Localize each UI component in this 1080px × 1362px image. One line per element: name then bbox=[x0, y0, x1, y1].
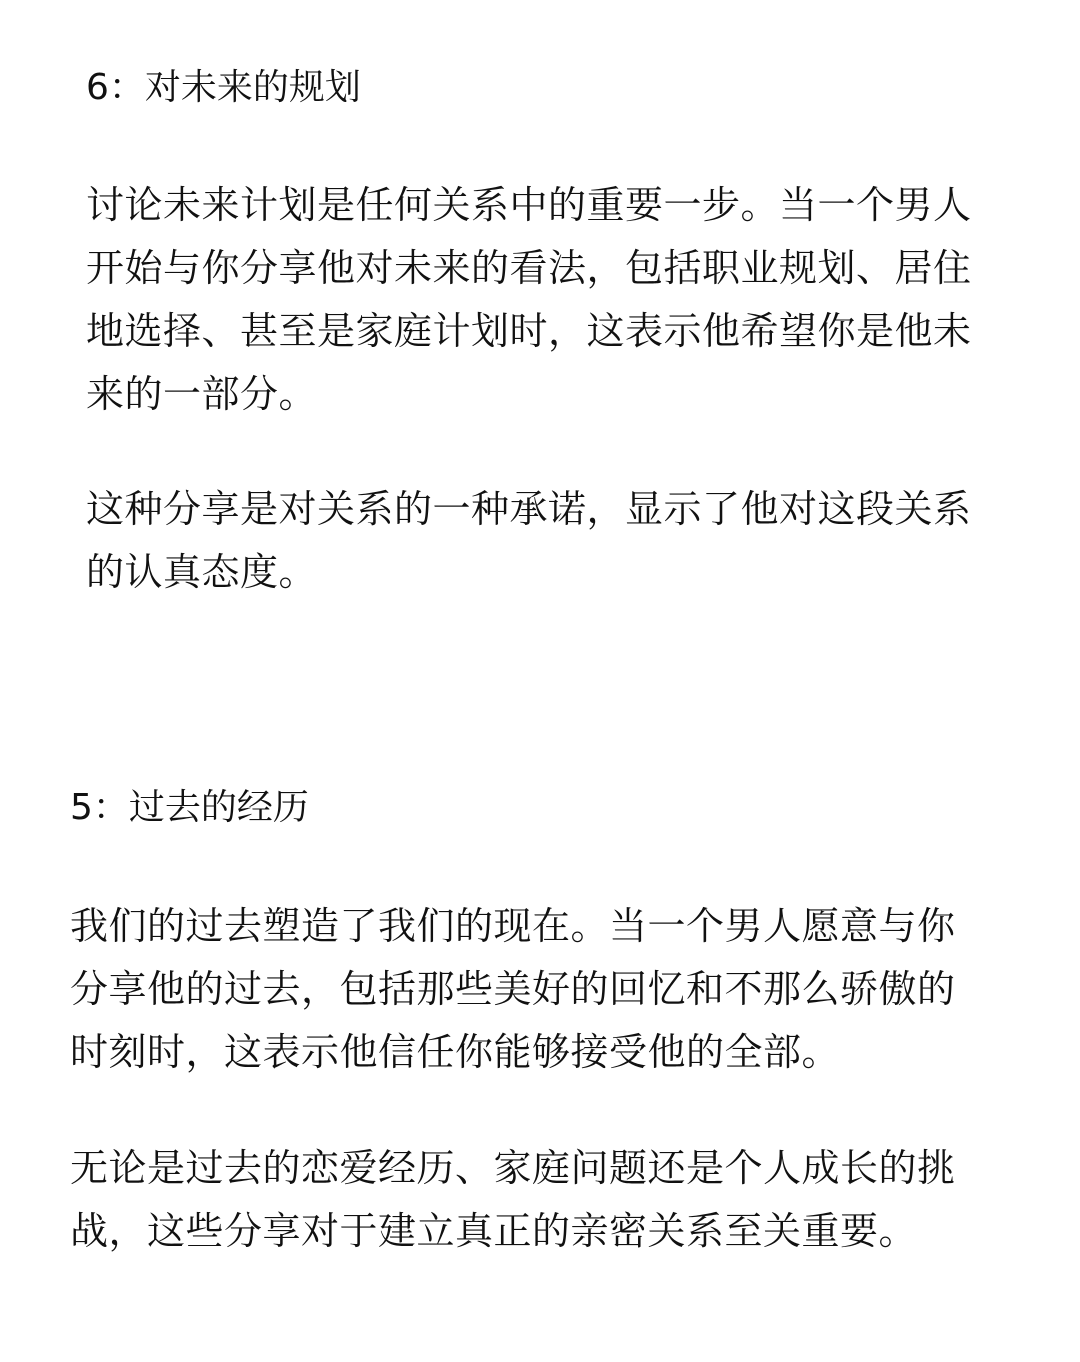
paragraph bbox=[86, 478, 1046, 604]
text-line: 时刻时，这表示他信任你能够接受他的全部。 bbox=[70, 1030, 841, 1074]
text-line: 来的一部分。 bbox=[86, 372, 318, 416]
text-line: 讨论未来计划是任何关系中的重要一步。当一个男人 bbox=[86, 183, 972, 227]
text-line: 地选择、甚至是家庭计划时，这表示他希望你是他未 bbox=[86, 309, 972, 353]
text-line: 分享他的过去，包括那些美好的回忆和不那么骄傲的 bbox=[70, 967, 956, 1011]
text-line: 战，这些分享对于建立真正的亲密关系至关重要。 bbox=[70, 1209, 918, 1253]
text-line: 开始与你分享他对未来的看法，包括职业规划、居住 bbox=[86, 246, 972, 290]
section-heading: 5：过去的经历 bbox=[70, 787, 309, 828]
text-line: 这种分享是对关系的一种承诺，显示了他对这段关系 bbox=[86, 487, 972, 531]
section-heading: 6：对未来的规划 bbox=[86, 67, 361, 108]
text-line: 我们的过去塑造了我们的现在。当一个男人愿意与你 bbox=[70, 904, 956, 948]
text-line: 的认真态度。 bbox=[86, 550, 318, 594]
paragraph bbox=[86, 174, 1046, 426]
paragraph bbox=[70, 1137, 1030, 1263]
text-line: 无论是过去的恋爱经历、家庭问题还是个人成长的挑 bbox=[70, 1146, 956, 1190]
paragraph bbox=[70, 895, 1030, 1084]
